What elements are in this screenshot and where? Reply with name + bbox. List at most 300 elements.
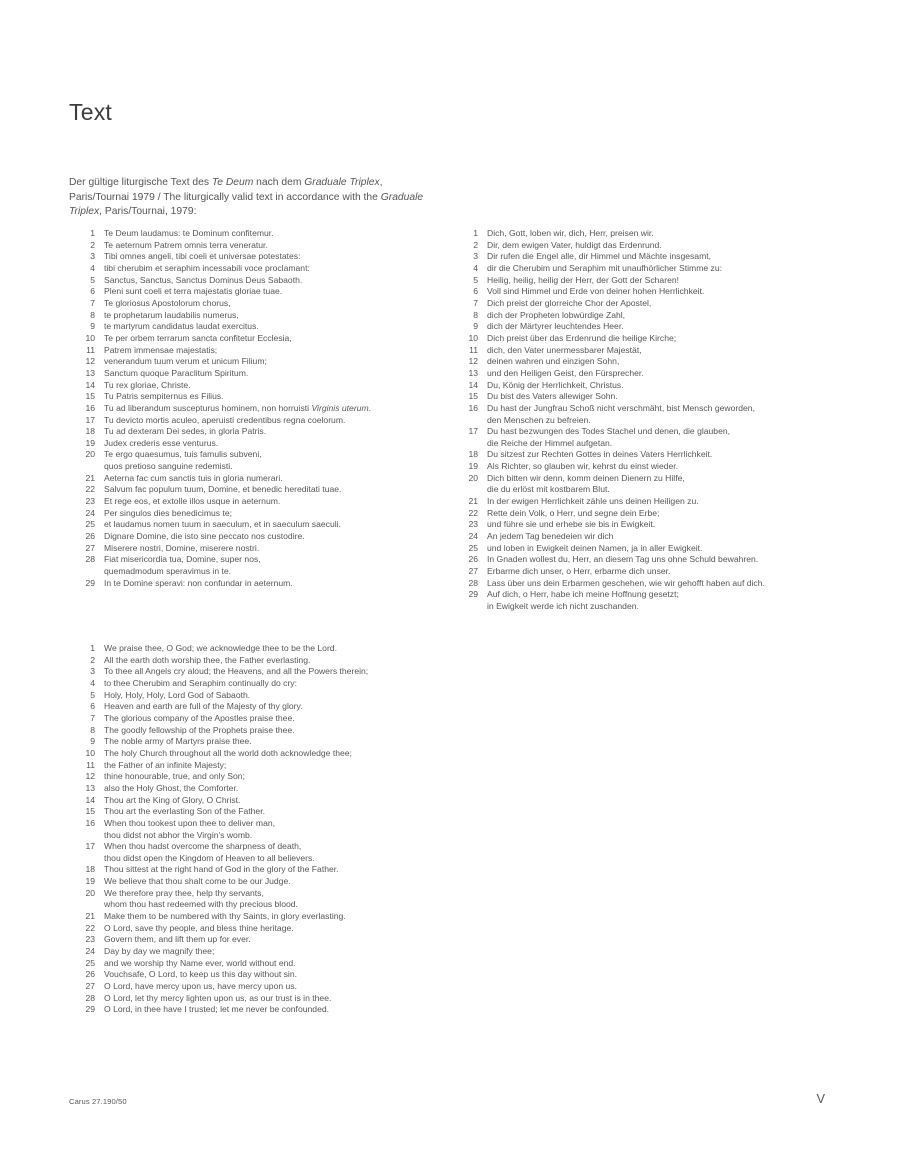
verse-number: 21 bbox=[85, 472, 95, 483]
verse-row bbox=[452, 380, 842, 392]
text-run: dich, den Vater unermessbarer Majestät, bbox=[487, 344, 642, 355]
text-run: Voll sind Himmel und Erde von deiner hohen Herrlichkeit. bbox=[487, 286, 705, 297]
verse-text bbox=[104, 713, 444, 725]
text-run: whom thou hast redeemed with thy precious blood. bbox=[104, 899, 298, 910]
text-run: All the earth doth worship thee, the Father everlasting. bbox=[104, 654, 311, 665]
verse-text bbox=[104, 263, 444, 275]
verse-number: 6 bbox=[473, 286, 478, 297]
verse-line-continued bbox=[104, 566, 444, 578]
verse-text bbox=[487, 589, 842, 612]
verse-text bbox=[487, 391, 842, 403]
verse-text bbox=[104, 1004, 444, 1016]
verse-line bbox=[104, 543, 259, 553]
verse-text bbox=[104, 415, 444, 427]
verse-row bbox=[452, 473, 842, 496]
verse-text bbox=[487, 263, 842, 275]
verse-row bbox=[69, 415, 444, 427]
verse-row bbox=[69, 678, 444, 690]
verse-row bbox=[452, 519, 842, 531]
verse-text bbox=[104, 993, 444, 1005]
verse-text bbox=[487, 461, 842, 473]
verse-row bbox=[69, 946, 444, 958]
text-run: Du hast der Jungfrau Schoß nicht verschmäht, bist Mensch geworden, bbox=[487, 402, 755, 413]
verse-text bbox=[487, 578, 842, 590]
verse-row bbox=[452, 589, 842, 612]
verse-line bbox=[104, 923, 294, 933]
verse-line-continued bbox=[104, 830, 444, 842]
verse-text bbox=[104, 690, 444, 702]
verse-line bbox=[104, 946, 214, 956]
verse-text bbox=[487, 426, 842, 449]
text-run: The goodly fellowship of the Prophets praise thee. bbox=[104, 724, 295, 735]
verse-text bbox=[104, 310, 444, 322]
verse-text bbox=[104, 923, 444, 935]
verse-number: 3 bbox=[473, 251, 478, 262]
verse-number: 28 bbox=[85, 554, 95, 565]
verse-line bbox=[104, 771, 245, 781]
text-run: venerandum tuum verum et unicum Filium; bbox=[104, 356, 267, 367]
verse-line bbox=[487, 251, 711, 261]
verse-row bbox=[452, 426, 842, 449]
verse-row bbox=[69, 864, 444, 876]
text-run: Du, König der Herrlichkeit, Christus. bbox=[487, 379, 624, 390]
verse-row bbox=[69, 391, 444, 403]
verse-line bbox=[487, 519, 655, 529]
verse-line-continued bbox=[487, 601, 842, 613]
verse-line bbox=[487, 321, 624, 331]
text-run: Sanctus, Sanctus, Sanctus Dominus Deus Sabaoth. bbox=[104, 274, 303, 285]
verse-number: 28 bbox=[468, 577, 478, 588]
verse-text bbox=[104, 508, 444, 520]
text-run: When thou tookest upon thee to deliver man, bbox=[104, 817, 276, 828]
verse-line bbox=[104, 760, 226, 770]
verse-row bbox=[69, 888, 444, 911]
verse-row bbox=[69, 911, 444, 923]
text-run: Et rege eos, et extolle illos usque in aeternum. bbox=[104, 496, 281, 507]
text-run: tibi cherubim et seraphim incessabili voce proclamant: bbox=[104, 262, 310, 273]
verse-row bbox=[69, 368, 444, 380]
verse-text bbox=[104, 473, 444, 485]
text-run: The holy Church throughout all the world doth acknowledge thee; bbox=[104, 747, 352, 758]
italic-run: Graduale Triplex bbox=[304, 177, 380, 189]
text-run: thine honourable, true, and only Son; bbox=[104, 771, 245, 782]
verse-line-continued bbox=[104, 899, 444, 911]
verse-number: 1 bbox=[90, 228, 95, 238]
verse-text bbox=[104, 818, 444, 841]
verse-text bbox=[104, 946, 444, 958]
verse-row bbox=[452, 508, 842, 520]
verse-line bbox=[487, 449, 712, 459]
verse-line bbox=[104, 403, 371, 413]
verse-row bbox=[452, 403, 842, 426]
text-run: dich der Propheten lobwürdige Zahl, bbox=[487, 309, 626, 320]
verse-text bbox=[487, 298, 842, 310]
verse-row bbox=[69, 356, 444, 368]
verse-line bbox=[487, 275, 679, 285]
verse-text bbox=[104, 554, 444, 577]
verse-text bbox=[487, 286, 842, 298]
text-run: Heaven and earth are full of the Majesty of thy glory. bbox=[104, 701, 303, 712]
verse-text bbox=[104, 298, 444, 310]
verse-number: 26 bbox=[85, 531, 95, 542]
verse-line bbox=[104, 958, 296, 968]
verse-line bbox=[487, 461, 678, 471]
verse-text bbox=[104, 496, 444, 508]
verse-number: 8 bbox=[90, 309, 95, 320]
verse-text bbox=[104, 578, 444, 590]
verse-number: 18 bbox=[85, 426, 95, 437]
verse-number: 29 bbox=[85, 577, 95, 588]
verse-number: 24 bbox=[85, 946, 95, 957]
verse-line bbox=[104, 748, 352, 758]
verse-row bbox=[69, 321, 444, 333]
verse-line bbox=[104, 321, 259, 331]
verse-row bbox=[452, 496, 842, 508]
verse-text bbox=[104, 666, 444, 678]
verse-line bbox=[487, 368, 644, 378]
verse-row bbox=[69, 380, 444, 392]
verse-text bbox=[487, 380, 842, 392]
verse-number: 20 bbox=[468, 472, 478, 483]
text-run: Sanctum quoque Paraclitum Spiritum. bbox=[104, 367, 249, 378]
verse-row bbox=[69, 795, 444, 807]
verse-row bbox=[69, 578, 444, 590]
italic-run: Virginis uterum bbox=[311, 402, 369, 413]
verse-line bbox=[487, 473, 685, 483]
verse-text bbox=[104, 655, 444, 667]
verse-row bbox=[69, 806, 444, 818]
verse-row bbox=[69, 1004, 444, 1016]
verse-text bbox=[104, 969, 444, 981]
verse-number: 25 bbox=[85, 957, 95, 968]
verse-line bbox=[104, 484, 341, 494]
verse-line bbox=[104, 333, 292, 343]
intro-paragraph bbox=[69, 176, 439, 219]
verse-number: 12 bbox=[468, 356, 478, 367]
verse-number: 7 bbox=[90, 297, 95, 308]
verse-line bbox=[104, 426, 266, 436]
verse-number: 27 bbox=[85, 542, 95, 553]
verse-text bbox=[104, 275, 444, 287]
text-run: Te per orbem terrarum sancta confitetur Ecclesia, bbox=[104, 332, 292, 343]
verse-number: 19 bbox=[85, 876, 95, 887]
verse-text bbox=[487, 275, 842, 287]
verse-line bbox=[487, 240, 662, 250]
verse-text bbox=[104, 981, 444, 993]
verse-number: 5 bbox=[473, 274, 478, 285]
verse-row bbox=[69, 251, 444, 263]
verse-number: 1 bbox=[473, 228, 478, 238]
verse-row bbox=[452, 578, 842, 590]
text-run: Auf dich, o Herr, habe ich meine Hoffnung gesetzt; bbox=[487, 589, 679, 600]
verse-number: 10 bbox=[85, 332, 95, 343]
verse-row bbox=[69, 228, 444, 240]
verse-number: 22 bbox=[468, 507, 478, 518]
verse-text bbox=[104, 484, 444, 496]
verse-text bbox=[487, 508, 842, 520]
verse-number: 24 bbox=[85, 507, 95, 518]
verse-number: 19 bbox=[468, 461, 478, 472]
verse-line bbox=[487, 310, 625, 320]
text-run: in Ewigkeit werde ich nicht zuschanden. bbox=[487, 601, 639, 611]
verse-text bbox=[487, 449, 842, 461]
italic-run: Graduale Triplex bbox=[69, 191, 424, 217]
verse-line bbox=[487, 578, 765, 588]
verse-row bbox=[69, 519, 444, 531]
text-run: Te aeternum Patrem omnis terra veneratur. bbox=[104, 239, 268, 250]
verse-number: 20 bbox=[85, 449, 95, 460]
text-run: Dich bitten wir denn, komm deinen Dienern zu Hilfe, bbox=[487, 472, 685, 483]
verse-list-latin bbox=[69, 228, 444, 589]
verse-text bbox=[104, 380, 444, 392]
verse-text bbox=[487, 356, 842, 368]
verse-text bbox=[104, 228, 444, 240]
verse-line bbox=[104, 1004, 329, 1014]
text-run: Aeterna fac cum sanctis tuis in gloria numerari. bbox=[104, 472, 283, 483]
verse-line bbox=[487, 298, 651, 308]
text-run: Du sitzest zur Rechten Gottes in deines Vaters Herrlichkeit. bbox=[487, 449, 713, 460]
text-run: dir die Cherubim und Seraphim mit unaufhörlicher Stimme zu: bbox=[487, 262, 722, 273]
verse-row bbox=[452, 356, 842, 368]
verse-line-continued bbox=[487, 484, 842, 496]
verse-text bbox=[487, 240, 842, 252]
verse-row bbox=[452, 449, 842, 461]
verse-row bbox=[452, 554, 842, 566]
text-run: O Lord, save thy people, and bless thine heritage. bbox=[104, 922, 294, 933]
text-run: Rette dein Volk, o Herr, und segne dein Erbe; bbox=[487, 507, 660, 518]
verse-text bbox=[104, 736, 444, 748]
verse-line bbox=[104, 508, 232, 518]
verse-row bbox=[452, 298, 842, 310]
text-run: Dich, Gott, loben wir, dich, Herr, preisen wir. bbox=[487, 228, 654, 238]
verse-text bbox=[104, 251, 444, 263]
verse-line bbox=[104, 275, 302, 285]
verse-row bbox=[69, 275, 444, 287]
page-title: Text bbox=[69, 99, 112, 126]
verse-number: 2 bbox=[473, 239, 478, 250]
verse-text bbox=[104, 519, 444, 531]
text-run: Make them to be numbered with thy Saints, in glory everlasting. bbox=[104, 911, 346, 922]
verse-line-continued bbox=[487, 438, 842, 450]
verse-text bbox=[104, 321, 444, 333]
verse-line bbox=[104, 449, 262, 459]
verse-number: 13 bbox=[85, 782, 95, 793]
verse-row bbox=[69, 655, 444, 667]
verse-number: 24 bbox=[468, 531, 478, 542]
text-run: , Paris/Tournai, 1979: bbox=[99, 205, 197, 217]
text-run: quemadmodum speravimus in te. bbox=[104, 566, 232, 577]
text-run: In Gnaden wollest du, Herr, an diesem Tag uns ohne Schuld bewahren. bbox=[487, 554, 759, 565]
verse-line bbox=[104, 678, 297, 688]
text-run: Te ergo quaesumus, tuis famulis subveni, bbox=[104, 449, 262, 460]
verse-number: 25 bbox=[468, 542, 478, 553]
verse-number: 26 bbox=[85, 969, 95, 980]
verse-line bbox=[104, 993, 331, 1003]
verse-text bbox=[104, 391, 444, 403]
verse-row bbox=[69, 263, 444, 275]
text-run: also the Holy Ghost, the Comforter. bbox=[104, 782, 239, 793]
verse-line-continued bbox=[104, 461, 444, 473]
text-run: , Paris/Tournai 1979 / The liturgically valid text in accordance with the bbox=[69, 177, 383, 203]
verse-row bbox=[69, 310, 444, 322]
text-run: Dir rufen die Engel alle, dir Himmel und Mächte insgesamt, bbox=[487, 251, 712, 262]
verse-number: 14 bbox=[85, 794, 95, 805]
text-run: the Father of an infinite Majesty; bbox=[104, 759, 227, 770]
text-run: thou didst open the Kingdom of Heaven to all believers. bbox=[104, 852, 315, 863]
verse-line bbox=[104, 795, 240, 805]
text-run: Du hast bezwungen des Todes Stachel und denen, die glauben, bbox=[487, 426, 731, 437]
text-run: Tu Patris sempiternus es Filius. bbox=[104, 391, 224, 402]
text-run: Als Richter, so glauben wir, kehrst du einst wieder. bbox=[487, 461, 679, 472]
verse-text bbox=[104, 806, 444, 818]
text-run: und den Heiligen Geist, den Fürsprecher. bbox=[487, 367, 644, 378]
verse-text bbox=[104, 531, 444, 543]
verse-number: 26 bbox=[468, 554, 478, 565]
verse-row bbox=[69, 473, 444, 485]
verse-text bbox=[487, 543, 842, 555]
verse-row bbox=[69, 554, 444, 577]
verse-number: 10 bbox=[85, 747, 95, 758]
verse-text bbox=[487, 403, 842, 426]
verse-number: 16 bbox=[468, 402, 478, 413]
text-run: und loben in Ewigkeit deinen Namen, ja in aller Ewigkeit. bbox=[487, 542, 703, 553]
verse-line bbox=[104, 643, 337, 653]
verse-row bbox=[69, 713, 444, 725]
verse-row bbox=[69, 240, 444, 252]
verse-row bbox=[69, 286, 444, 298]
verse-line bbox=[487, 333, 676, 343]
verse-line bbox=[104, 496, 280, 506]
verse-line-continued bbox=[104, 853, 444, 865]
text-run: Per singulos dies benedicimus te; bbox=[104, 507, 233, 518]
verse-line bbox=[104, 888, 264, 898]
verse-line bbox=[487, 286, 704, 296]
verse-line bbox=[487, 496, 699, 506]
verse-number: 16 bbox=[85, 817, 95, 828]
verse-number: 21 bbox=[85, 911, 95, 922]
verse-line bbox=[487, 356, 619, 366]
verse-text bbox=[104, 888, 444, 911]
text-run: deinen wahren und einzigen Sohn, bbox=[487, 356, 620, 367]
verse-text bbox=[104, 438, 444, 450]
verse-row bbox=[69, 438, 444, 450]
verse-text bbox=[487, 310, 842, 322]
verse-text bbox=[487, 554, 842, 566]
verse-number: 4 bbox=[90, 262, 95, 273]
verse-number: 28 bbox=[85, 992, 95, 1003]
verse-line bbox=[104, 690, 250, 700]
text-run: und führe sie und erhebe sie bis in Ewigkeit. bbox=[487, 519, 656, 530]
verse-line bbox=[104, 841, 301, 851]
text-run: and we worship thy Name ever, world without end. bbox=[104, 957, 296, 968]
verse-row bbox=[69, 345, 444, 357]
text-run: die Reiche der Himmel aufgetan. bbox=[487, 437, 613, 448]
verse-number: 29 bbox=[85, 1004, 95, 1015]
verse-number: 18 bbox=[468, 449, 478, 460]
verse-line bbox=[104, 666, 368, 676]
text-run: When thou hadst overcome the sharpness of death, bbox=[104, 841, 302, 852]
footer-catalog-number: Carus 27.190/50 bbox=[69, 1097, 127, 1106]
verse-row bbox=[69, 543, 444, 555]
verse-number: 5 bbox=[90, 274, 95, 285]
verse-number: 23 bbox=[85, 496, 95, 507]
text-run: We praise thee, O God; we acknowledge thee to be the Lord. bbox=[104, 643, 337, 653]
verse-number: 4 bbox=[90, 677, 95, 688]
verse-row bbox=[69, 508, 444, 520]
verse-text bbox=[104, 368, 444, 380]
verse-number: 11 bbox=[469, 344, 478, 355]
verse-line bbox=[104, 531, 305, 541]
verse-number: 21 bbox=[468, 496, 478, 507]
verse-number: 6 bbox=[90, 701, 95, 712]
verse-number: 12 bbox=[85, 356, 95, 367]
verse-text bbox=[104, 643, 444, 655]
verse-line bbox=[104, 298, 231, 308]
verse-line bbox=[487, 508, 659, 518]
verse-number: 20 bbox=[85, 887, 95, 898]
verse-row bbox=[69, 484, 444, 496]
text-run: An jedem Tag benedeien wir dich bbox=[487, 531, 614, 542]
verse-line-continued bbox=[487, 415, 842, 427]
text-run: te martyrum candidatus laudat exercitus. bbox=[104, 321, 259, 332]
text-run: Judex crederis esse venturus. bbox=[104, 437, 219, 448]
text-run: et laudamus nomen tuum in saeculum, et in saeculum saeculi. bbox=[104, 519, 341, 530]
text-run: The noble army of Martyrs praise thee. bbox=[104, 736, 252, 747]
verse-number: 8 bbox=[473, 309, 478, 320]
verse-row bbox=[69, 496, 444, 508]
verse-text bbox=[104, 333, 444, 345]
verse-row bbox=[69, 531, 444, 543]
footer-page-number: V bbox=[816, 1092, 825, 1106]
text-run: In der ewigen Herrlichkeit zähle uns deinen Heiligen zu. bbox=[487, 496, 699, 507]
verse-line bbox=[104, 818, 275, 828]
verse-row bbox=[69, 876, 444, 888]
verse-row bbox=[452, 566, 842, 578]
verse-list-english bbox=[69, 643, 444, 1016]
text-run: te prophetarum laudabilis numerus, bbox=[104, 309, 239, 320]
verse-line bbox=[104, 240, 268, 250]
text-run: Tu ad liberandum suscepturus hominem, non horruisti bbox=[104, 402, 312, 413]
verse-number: 29 bbox=[468, 589, 478, 600]
verse-row bbox=[69, 841, 444, 864]
verse-row bbox=[69, 449, 444, 472]
verse-line bbox=[487, 263, 722, 273]
verse-row bbox=[452, 251, 842, 263]
verse-text bbox=[104, 864, 444, 876]
verse-text bbox=[104, 240, 444, 252]
verse-row bbox=[452, 345, 842, 357]
verse-number: 14 bbox=[85, 379, 95, 390]
verse-number: 23 bbox=[468, 519, 478, 530]
text-run: Dignare Domine, die isto sine peccato nos custodire. bbox=[104, 531, 305, 542]
text-run: die du erlöst mit kostbarem Blut. bbox=[487, 484, 610, 495]
verse-text bbox=[104, 771, 444, 783]
verse-number: 15 bbox=[85, 806, 95, 817]
verse-line bbox=[104, 783, 238, 793]
verse-text bbox=[104, 876, 444, 888]
verse-line bbox=[104, 519, 341, 529]
text-run: We believe that thou shalt come to be our Judge. bbox=[104, 876, 291, 887]
verse-text bbox=[487, 333, 842, 345]
verse-number: 17 bbox=[85, 841, 95, 852]
verse-list-german bbox=[452, 228, 842, 613]
verse-line bbox=[104, 356, 267, 366]
italic-run: Te Deum bbox=[211, 177, 254, 189]
verse-row bbox=[452, 228, 842, 240]
verse-number: 9 bbox=[473, 321, 478, 332]
verse-text bbox=[487, 496, 842, 508]
verse-row bbox=[69, 690, 444, 702]
